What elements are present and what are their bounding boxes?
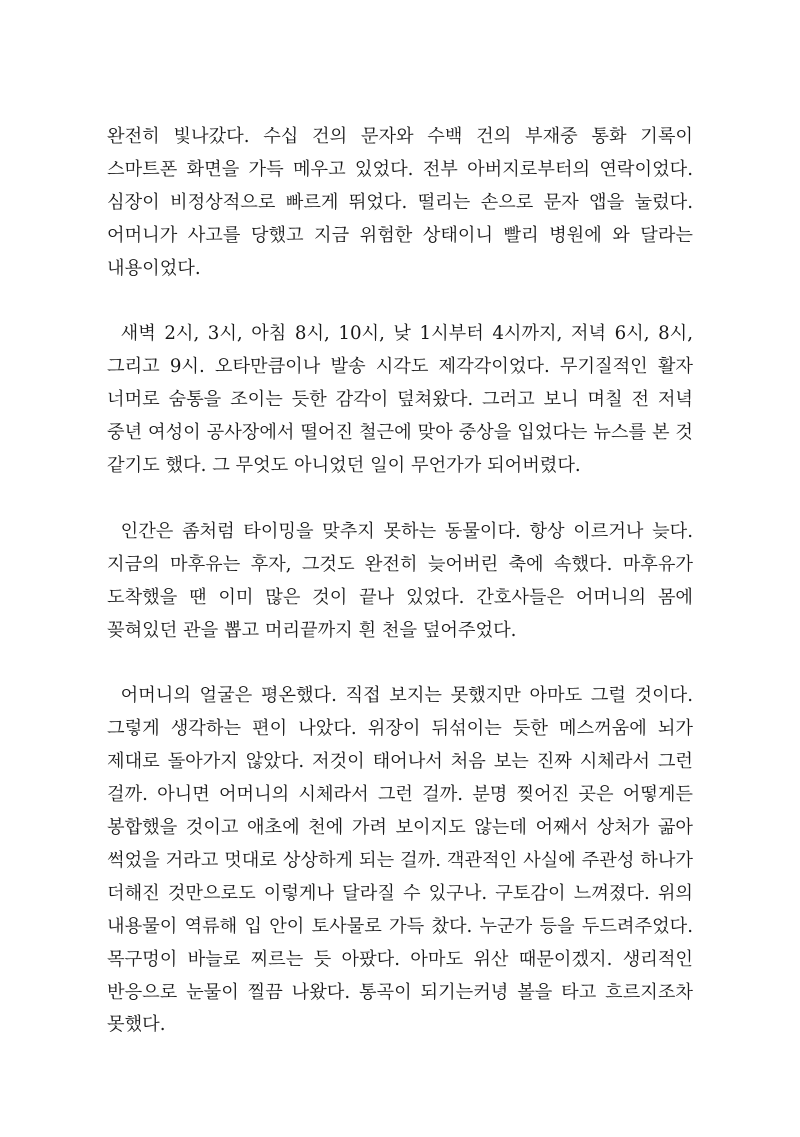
paragraph-3: 인간은 좀처럼 타이밍을 맞추지 못하는 동물이다. 항상 이르거나 늦다. 지금의 마후유는 후자, 그것도 완전히 늦어버린 축에 속했다. 마후유가 도착했을 땐 이미 많은 것이 끝나 있었다. 간호사들은 어머니의 몸에 꽂혀있던 관을 뽑고 머리끝까지 흰 천을 덮어주었다. [107, 520, 693, 641]
paragraph-4: 어머니의 얼굴은 평온했다. 직접 보지는 못했지만 아마도 그럴 것이다. 그렇게 생각하는 편이 나았다. 위장이 뒤섞이는 듯한 메스꺼움에 뇌가 제대로 돌아가지 않았다. 저것이 태어나서 처음 보는 진짜 시체라서 그런 걸까. 아니면 어머니의 시체라서 그런 걸까. 분명 찢어진 곳은 어떻게든 봉합했을 것이고 애초에 천에 가려 보이지도 않는데 어째서 상처가 곪아 썩었을 거라고 멋대로 상상하게 되는 걸까. 객관적인 사실에 주관성 하나가 더해진 것만으로도 이렇게나 달라질 수 있구나. 구토감이 느껴졌다. 위의 내용물이 역류해 입 안이 토사물로 가득 찼다. 누군가 등을 두드려주었다. 목구멍이 바늘로 찌르는 듯 아팠다. 아마도 위산 때문이겠지. 생리적인 반응으로 눈물이 찔끔 나왔다. 통곡이 되기는커녕 볼을 타고 흐르지조차 못했다. [107, 685, 693, 1036]
paragraph-1: 완전히 빛나갔다. 수십 건의 문자와 수백 건의 부재중 통화 기록이 스마트폰 화면을 가득 메우고 있었다. 전부 아버지로부터의 연락이었다. 심장이 비정상적으로 빠르게 뛰었다. 떨리는 손으로 문자 앱을 눌렀다. 어머니가 사고를 당했고 지금 위험한 상태이니 빨리 병원에 와 달라는 내용이었다. [107, 126, 693, 279]
paragraph-2: 새벽 2시, 3시, 아침 8시, 10시, 낮 1시부터 4시까지, 저녁 6시, 8시, 그리고 9시. 오타만큼이나 발송 시각도 제각각이었다. 무기질적인 활자 너머로 숨통을 조이는 듯한 감각이 덮쳐왔다. 그러고 보니 며칠 전 저녁 중년 여성이 공사장에서 떨어진 철근에 맞아 중상을 입었다는 뉴스를 본 것 같기도 했다. 그 무엇도 아니었던 일이 무언가가 되어버렸다. [107, 323, 693, 477]
document-body [107, 121, 693, 1075]
